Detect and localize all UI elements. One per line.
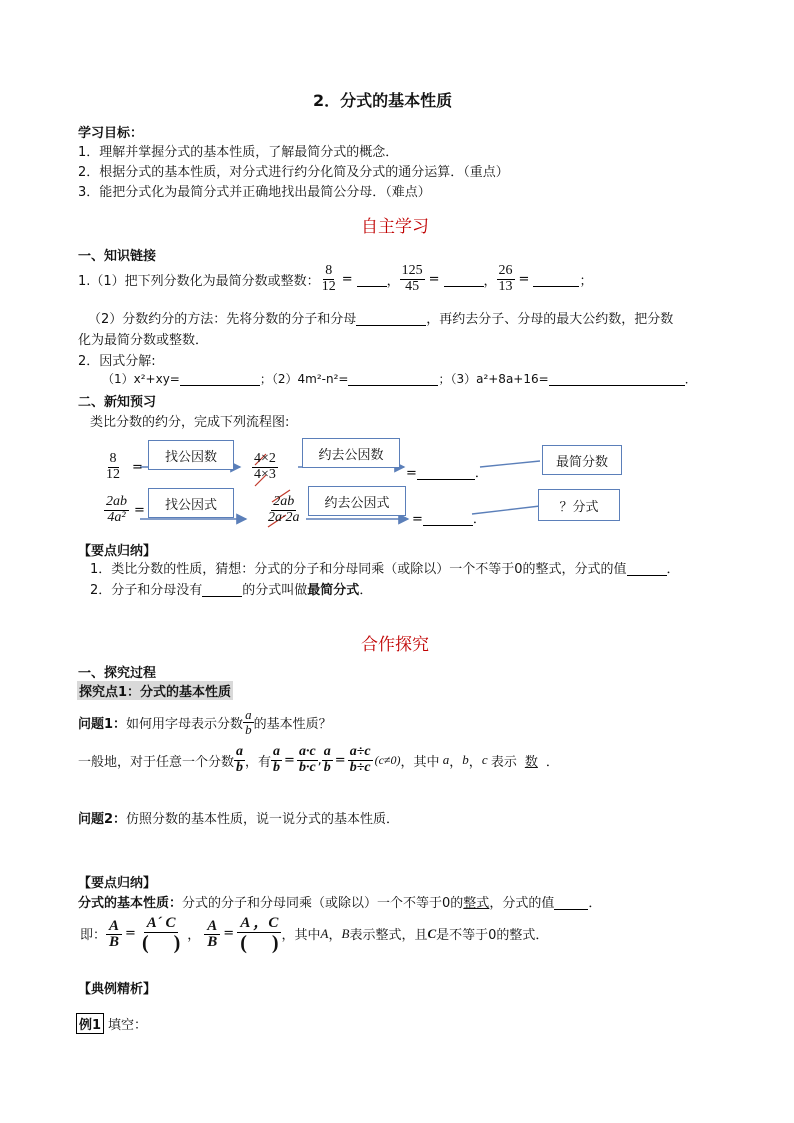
example-1-label: 例1 [76,1013,104,1034]
knowledge-link-heading: 一、知识链接 [78,249,157,264]
answer-parentheses[interactable]: ( ) [240,931,279,954]
explore-process-heading: 一、探究过程 [78,666,157,681]
answer-blank[interactable] [202,582,242,597]
objectives-heading: 学习目标： [78,126,144,141]
formula-multiply: $\frac{A´ C}{( )}$ [139,915,183,953]
question-2-items: （1）x²+xy= ；（2）4m²-n²= ；（3）a²+8a+16= ． [102,372,697,386]
property-formula: 即： $\frac{A}{B}$ = $\frac{A´ C}{( )}$ ， $\frac{A}{B}$ = $\frac{A ,C}{( )}$ ，其中 A ， B 表示整式，且 C 是不等于0的整式． [80,915,549,954]
flow-result-1: = ． [406,466,488,481]
flow-fraction-2ab-4a2: $\frac{2ab}{\text{4a²}}$ [106,494,127,525]
simplest-fraction-box: 最简分数 [542,445,622,475]
general-property-block: 一般地，对于任意一个分数 $\frac{a}{b}$ ，有 $\frac{a}{b}$ = $\frac{a\cdot c}{b\cdot c}$ , $\frac{a}{b}$ = $\frac{a\div c}{b\div c}$ (c≠0) ，其中 a ， b ， c 表示 数 ． [78,744,559,775]
flowchart-intro: 类比分数的约分，完成下列流程图: [90,415,290,430]
find-common-factor-box: 找公因数 [148,440,234,470]
flow-fraction-8-12: $\frac{8}{12}$ [106,451,120,482]
section-title-self-study: 自主学习 [361,217,429,237]
key-point-1: 1．类比分数的性质，猜想：分式的分子和分母同乘（或除以）一个不等于0的整式，分式的值 ． [90,562,680,577]
flow-result-2: = ． [412,512,486,527]
objective-item: 3．能把分式化为最简分式并正确地找出最简公分母．（难点） [78,185,431,200]
equals-sign: = [134,503,145,518]
question-1b-line2: 化为最简分数或整数． [78,333,209,348]
fraction-26-13: $\frac{26}{13}$ [498,263,513,294]
answer-blank[interactable] [417,465,475,480]
question-1-block: 问题1： 如何用字母表示分数 $\frac{a}{b}$ 的基本性质？ [78,707,332,737]
find-common-factor-expr-box: 找公因式 [148,488,234,518]
cancel-common-factor-expr-box: 约去公因式 [308,486,406,516]
examples-heading: 【典例精析】 [78,982,157,997]
answer-blank[interactable] [423,511,473,526]
fraction-a-div-c: $\frac{a\div c}{b\div c}$ [349,744,371,775]
question-2-heading: 2．因式分解: [78,354,156,369]
cancel-common-factor-box: 约去公因数 [302,438,400,468]
fraction-property-statement: 分式的基本性质：分式的分子和分母同乘（或除以）一个不等于0的整式，分式的值 ． [78,896,602,911]
question-2-block: 问题2：仿照分数的基本性质，说一说分式的基本性质． [78,812,400,827]
fraction-125-45: $\frac{125}{45}$ [401,263,423,294]
objective-item: 2．根据分式的基本性质，对分式进行约分化简及分式的通分运算．（重点） [78,165,509,180]
fraction-8-12: $\frac{8}{12}$ [321,263,336,294]
explore-point-1: 探究点1：分式的基本性质 [77,681,233,700]
fraction-a-b: $\frac{a}{b}$ [245,707,252,737]
answer-parentheses[interactable]: ( ) [141,931,181,954]
fraction-ac-bc: $\frac{a\cdot c}{b\cdot c}$ [298,744,316,775]
fraction-a-b: $\frac{a}{b}$ [236,744,244,775]
new-knowledge-heading: 二、新知预习 [78,395,157,410]
flow-factored-expression: $\frac{2ab}{2a\cdot 2a}$ [268,494,300,525]
answer-blank-number[interactable]: 数 [524,754,538,770]
fraction-expression-box: ？分式 [538,489,620,521]
question-1b-line1: （2）分数约分的方法：先将分数的分子和分母 ，再约去分子、分母的最大公约数，把分数 [88,312,674,327]
key-point-2: 2．分子和分母没有 的分式叫做最简分式． [90,583,373,598]
section-title-cooperative: 合作探究 [361,635,429,655]
key-points-heading-2: 【要点归纳】 [78,876,157,891]
formula-divide: $\frac{A ,C}{( )}$ [237,915,281,953]
example-1 [76,1013,147,1034]
key-points-heading: 【要点归纳】 [78,544,157,559]
equals-sign: = [132,460,143,475]
question-1a: 1.（1）把下列分数化为最简分数或整数： $\frac{8}{12}$ = ， $\frac{125}{45}$ = ， $\frac{26}{13}$ = ； [78,263,593,294]
flow-factored-fraction: $\frac{4\times 2}{4\times 3}$ [254,451,276,482]
question-1a-prompt: 1.（1）把下列分数化为最简分数或整数： [78,273,320,289]
answer-blank[interactable] [627,561,667,576]
objective-item: 1．理解并掌握分式的基本性质，了解最简分式的概念． [78,145,399,160]
answer-blank[interactable] [554,895,588,910]
page-title: 2．分式的基本性质 [313,91,453,110]
example-1-text: 填空： [108,1018,148,1033]
